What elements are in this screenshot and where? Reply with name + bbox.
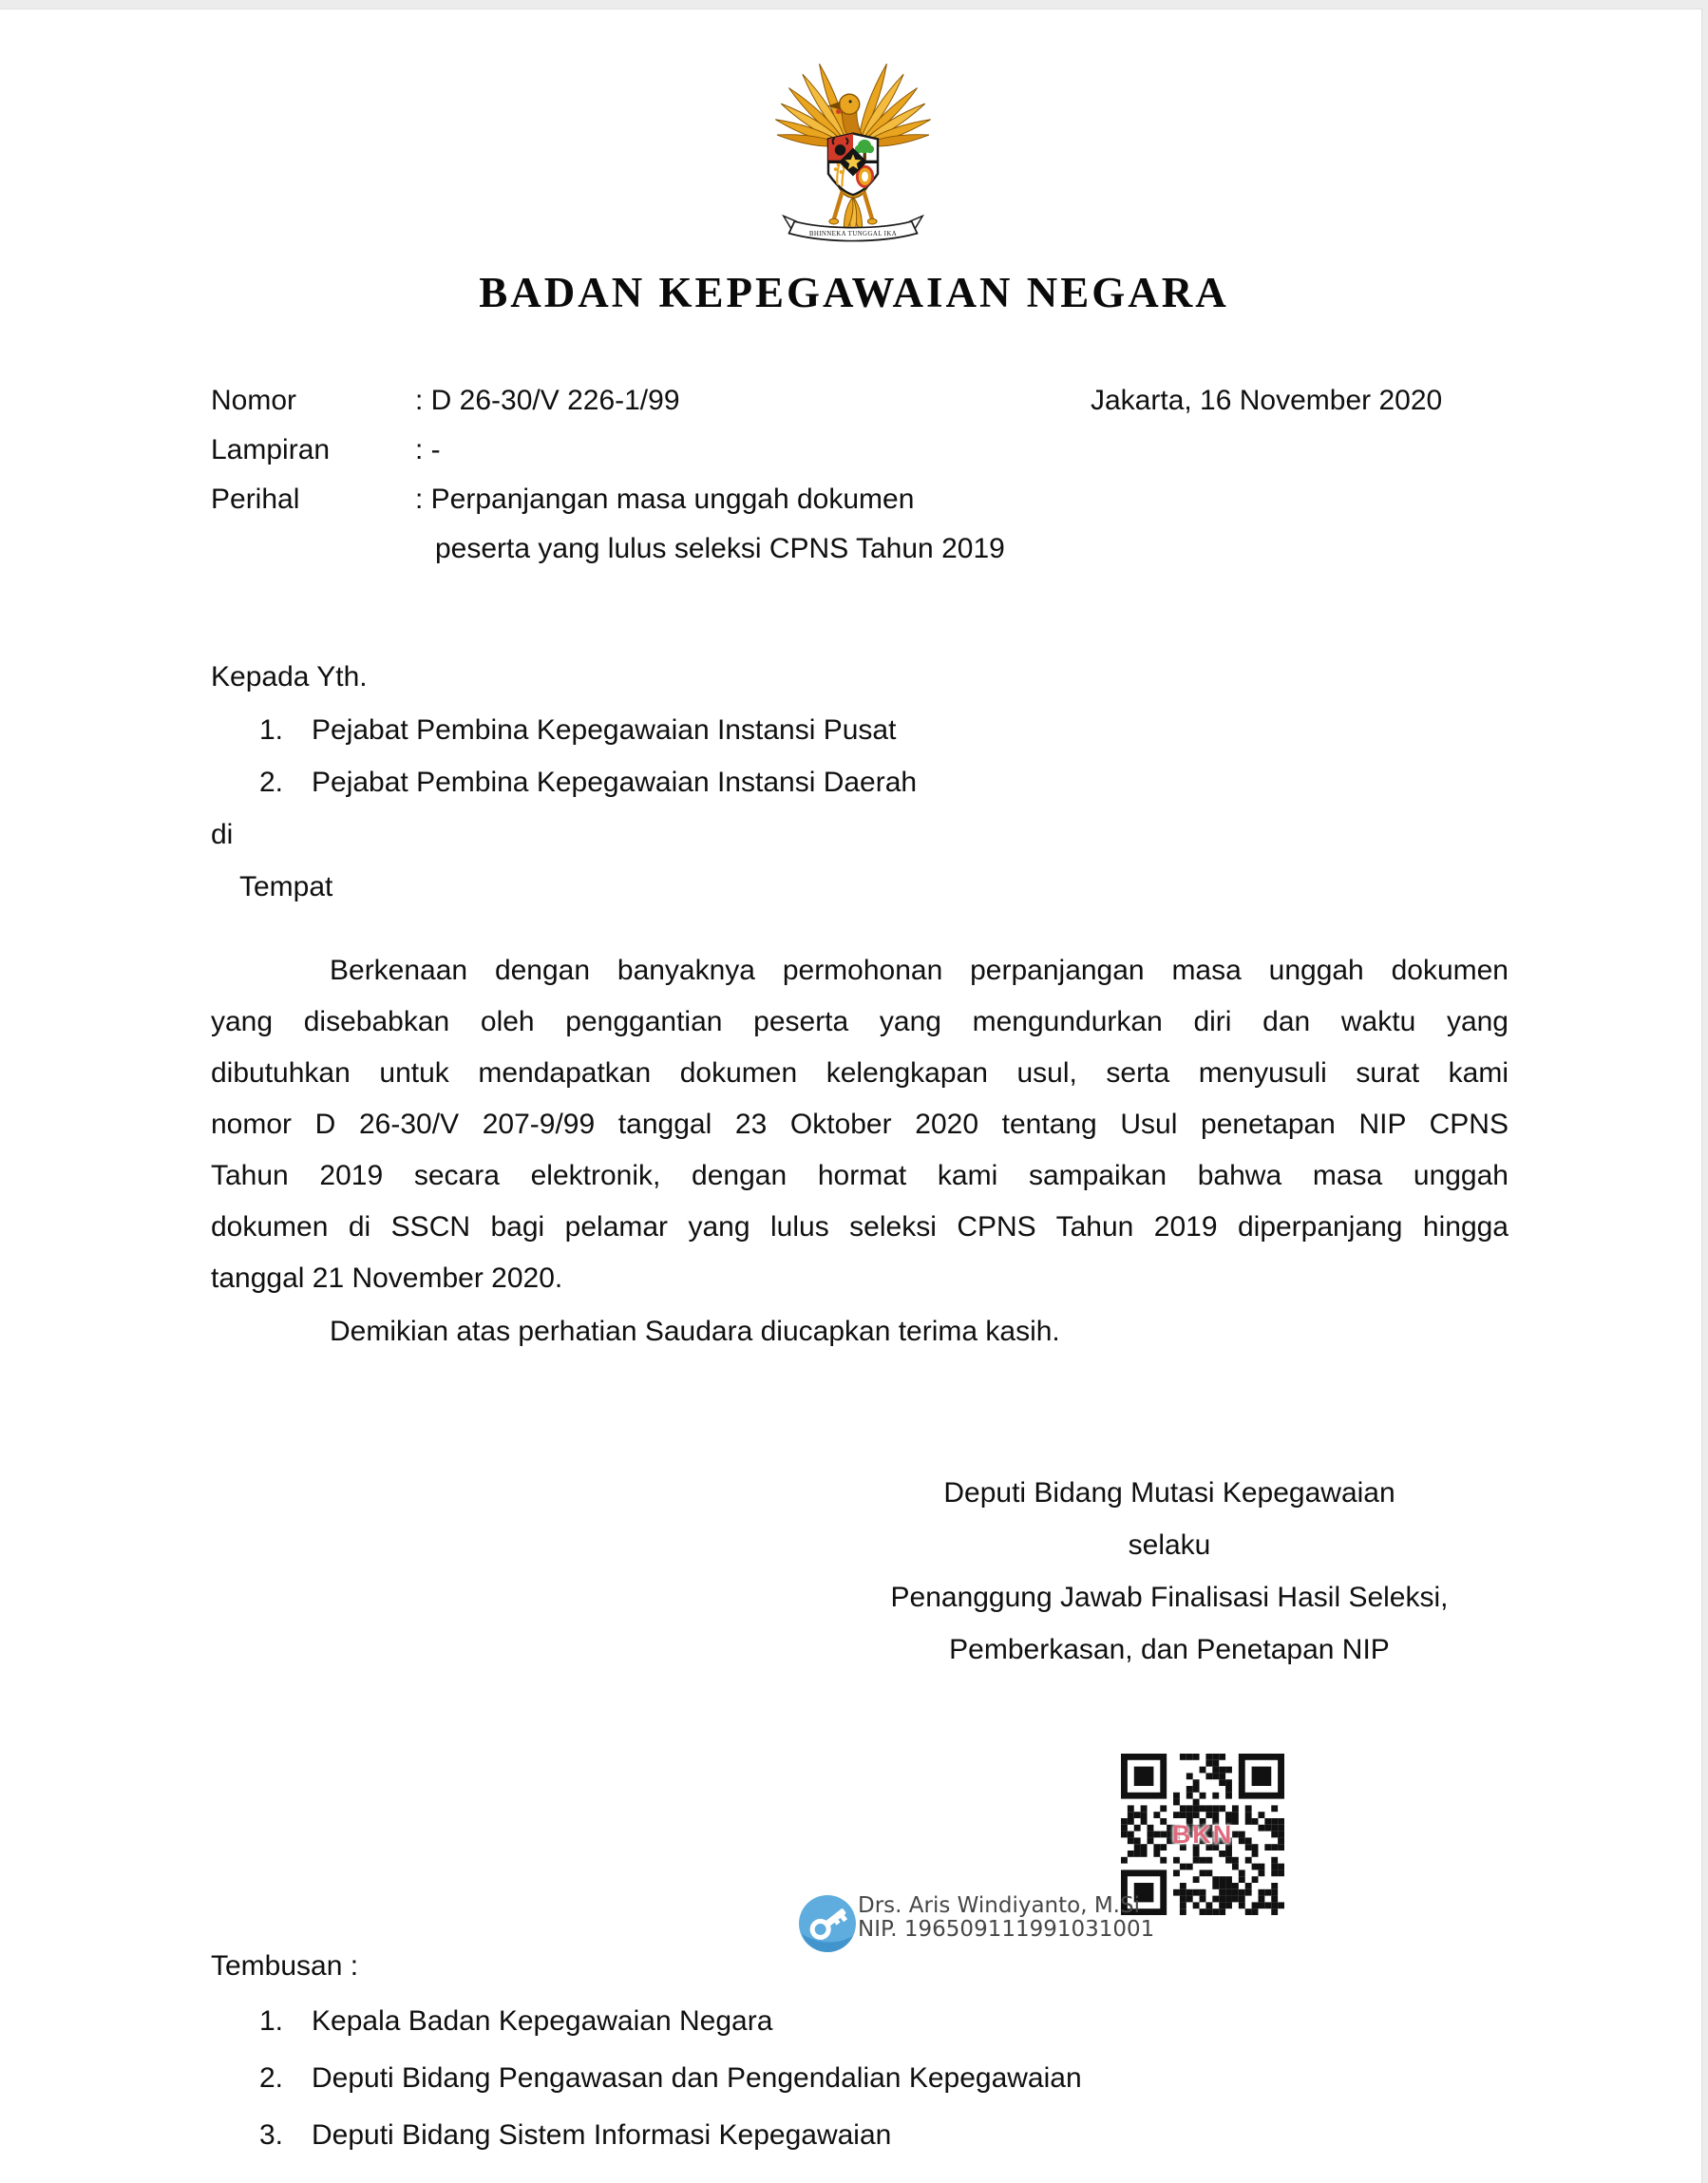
paragraph-line: yang disebabkan oleh penggantian peserta yang mengundurkan diri dan waktu yang (211, 1006, 1509, 1037)
recipient-item-number: 1. (259, 714, 284, 746)
garuda-emblem (760, 47, 946, 249)
recipient-item: Pejabat Pembina Kepegawaian Instansi Pusat (312, 714, 897, 746)
emblem-motto-text: BHINNEKA TUNGGAL IKA (808, 231, 898, 238)
qr-overlay-label: BKN (1171, 1820, 1234, 1849)
paragraph-line: nomor D 26-30/V 207-9/99 tanggal 23 Oktober 2020 tentang Usul penetapan NIP CPNS (211, 1109, 1509, 1140)
signature-role-1: Penanggung Jawab Finalisasi Hasil Seleksi, (890, 1582, 1449, 1613)
signature-role-2: Pemberkasan, dan Penetapan NIP (949, 1634, 1390, 1665)
paragraph-line: dokumen di SSCN bagi pelamar yang lulus seleksi CPNS Tahun 2019 diperpanjang hingga (211, 1211, 1509, 1243)
recipient-place: Tempat (239, 871, 333, 902)
meta-label-perihal: Perihal (211, 484, 300, 515)
recipient-item-number: 2. (259, 767, 284, 798)
signer-name: Drs. Aris Windiyanto, M.Si (858, 1893, 1140, 1918)
recipient-di-label: di (211, 819, 234, 850)
paragraph-line: dibutuhkan untuk mendapatkan dokumen kelengkapan usul, serta menyusuli surat kami (211, 1057, 1509, 1089)
meta-label-lampiran: Lampiran (211, 434, 331, 465)
recipient-salutation: Kepada Yth. (211, 661, 368, 693)
tembusan-item-number: 1. (259, 2005, 284, 2037)
tembusan-item-number: 2. (259, 2062, 284, 2094)
body-paragraph-1 (211, 945, 1509, 1304)
viewer-top-edge (0, 0, 1708, 9)
tembusan-item: Kepala Badan Kepegawaian Negara (312, 2005, 773, 2037)
signature-block (855, 1474, 1484, 1683)
body-paragraph-2: Demikian atas perhatian Saudara diucapkan terima kasih. (330, 1316, 1060, 1347)
meta-value-lampiran: : - (415, 434, 441, 465)
signature-selaku: selaku (1128, 1529, 1211, 1561)
paragraph-line: tanggal 21 November 2020. (211, 1262, 563, 1294)
digital-certificate-icon (798, 1894, 857, 1953)
tembusan-item: Deputi Bidang Sistem Informasi Kepegawaian (312, 2119, 892, 2151)
signature-title: Deputi Bidang Mutasi Kepegawaian (943, 1477, 1395, 1509)
paragraph-line: Berkenaan dengan banyaknya permohonan perpanjangan masa unggah dokumen (330, 955, 1509, 986)
signer-nip: NIP. 196509111991031001 (858, 1917, 1155, 1942)
agency-title: BADAN KEPEGAWAIAN NEGARA (479, 269, 1229, 316)
meta-value-perihal: : Perpanjangan masa unggah dokumen (415, 484, 915, 515)
garuda-pancasila-icon (760, 47, 946, 249)
recipient-item: Pejabat Pembina Kepegawaian Instansi Daerah (312, 767, 918, 798)
signature-qr-code (1121, 1754, 1284, 1915)
place-date: Jakarta, 16 November 2020 (1091, 385, 1443, 416)
tembusan-title: Tembusan : (211, 1950, 359, 1982)
tembusan-item: Deputi Bidang Pengawasan dan Pengendalian Kepegawaian (312, 2062, 1082, 2094)
tembusan-item-number: 3. (259, 2119, 284, 2151)
esign-logo (798, 1894, 857, 1953)
viewer-right-edge (1701, 9, 1708, 2183)
meta-value-perihal-line2: peserta yang lulus seleksi CPNS Tahun 2019 (435, 533, 1005, 564)
meta-value-nomor: : D 26-30/V 226-1/99 (415, 385, 680, 416)
paragraph-line: Tahun 2019 secara elektronik, dengan hormat kami sampaikan bahwa masa unggah (211, 1160, 1509, 1191)
signer-stamp (858, 1894, 1314, 1942)
meta-label-nomor: Nomor (211, 385, 297, 416)
